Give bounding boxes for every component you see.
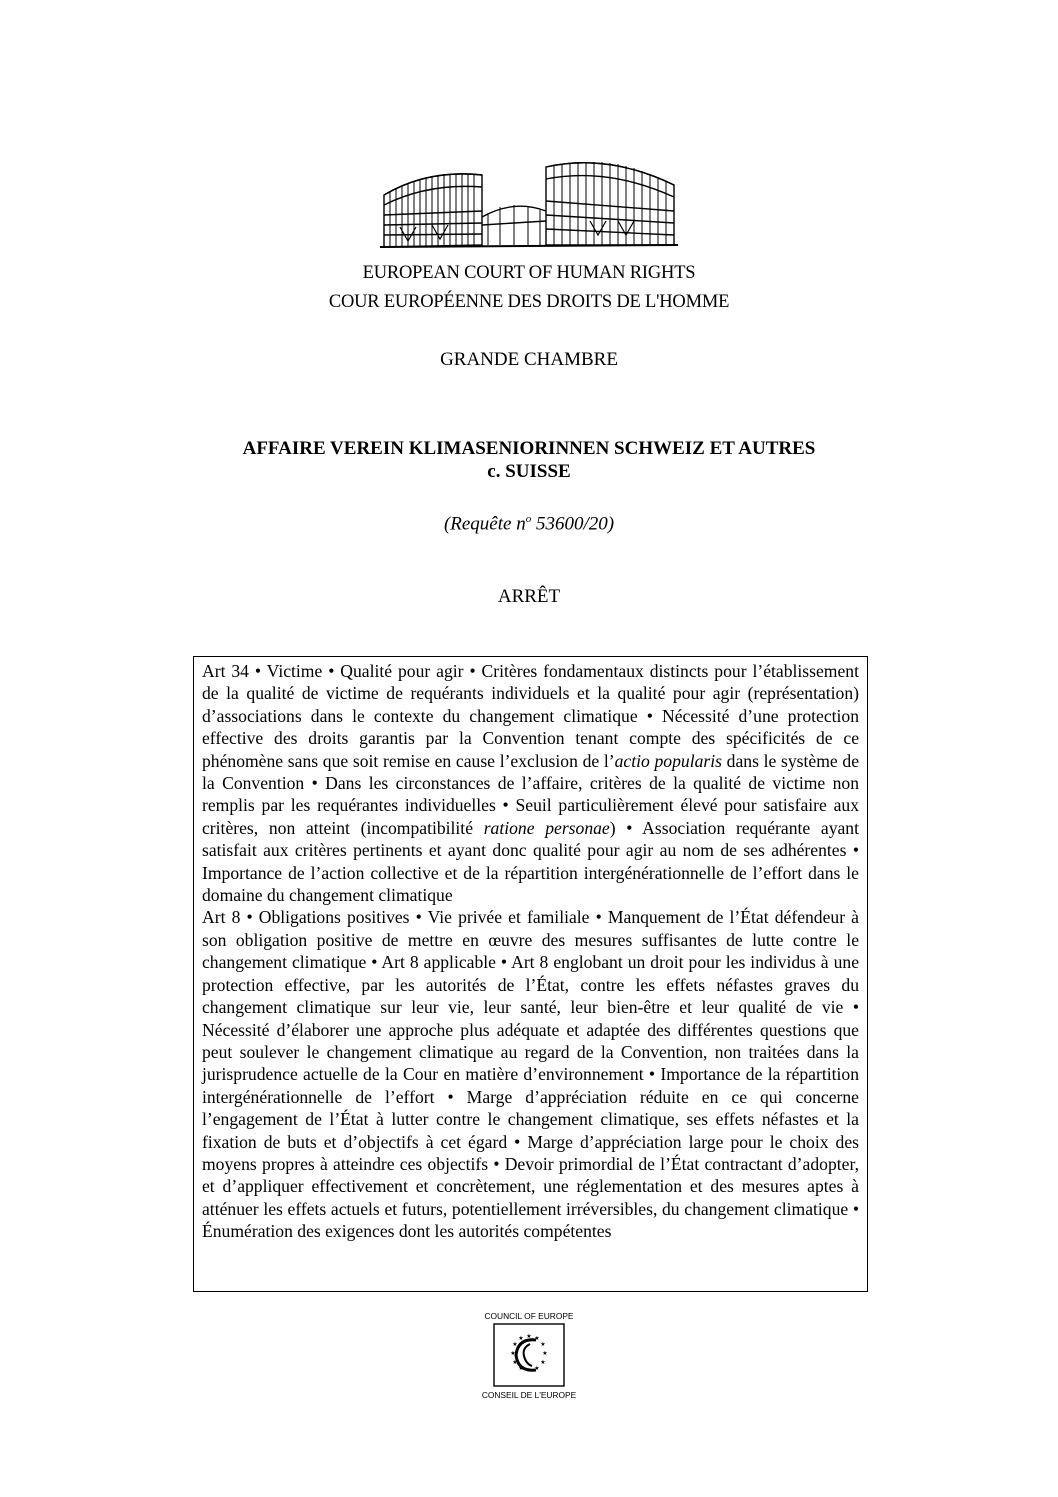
svg-text:★: ★	[526, 1367, 532, 1374]
svg-text:★: ★	[526, 1333, 532, 1340]
case-title	[0, 437, 1058, 483]
keywords-article-8: Art 8 • Obligations positives • Vie privée et familiale • Manquement de l’État défendeur à son obligation positive de mettre en œuvre des mesures suffisantes de lutte contre le changement climatique • Art 8 applicable • Art 8 englobant un droit pour les individus à une protection effective, par les autorités de l’État, contre les effets néfastes graves du changement climatique sur leur vie, leur santé, leur bien-être et leur qualité de vie • Nécessité d’élaborer une approche plus adéquate et adaptée des différentes questions que peut soulever le changement climatique au regard de la Convention, non traitées dans la jurisprudence actuelle de la Cour en matière d’environnement • Importance de la répartition intergénérationnelle de l’effort • Marge d’appréciation réduite en ce qui concerne l’engagement de l’État à lutter contre le changement climatique, ses effets néfastes et la fixation de buts et d’objectifs à cet égard • Marge d’appréciation large pour le choix des moyens propres à atteindre ces objectifs • Devoir primordial de l’État contractant d’adopter, et d’appliquer effectivement et concrètement, une réglementation et des mesures aptes à atténuer les effets actuels et futurs, potentiellement irréversibles, du changement climatique • Énumération des exigences dont les autorités compétentes	[202, 907, 859, 1242]
svg-text:★: ★	[534, 1365, 540, 1372]
judgment-label: ARRÊT	[497, 586, 561, 607]
application-number	[0, 513, 1058, 535]
svg-text:★: ★	[512, 1341, 518, 1348]
kw34-italic-1: actio popularis	[614, 750, 722, 771]
court-building-logo	[378, 155, 680, 255]
kw34-text-1: Art 34 • Victime • Qualité pour agir • Critères fondamentaux distincts pour l’établissement de la qualité de victime de requérants individuels et la qualité pour agir (représentation) d’associations dans le contexte du changement climatique • Nécessité d’une protection effective des droits garantis par la Convention tenant compte des spécificités de ce phénomène sans que soit remise en cause l’exclusion de l’	[202, 661, 859, 771]
case-title-line-1: AFFAIRE VEREIN KLIMASENIORINNEN SCHWEIZ ET AUTRES	[242, 438, 816, 459]
coe-logo-bottom-text: CONSEIL DE L'EUROPE	[481, 1390, 577, 1400]
coe-logo-top-text: COUNCIL OF EUROPE	[484, 1311, 574, 1321]
svg-text:★: ★	[540, 1359, 546, 1366]
court-name-english: EUROPEAN COURT OF HUMAN RIGHTS	[362, 263, 696, 283]
svg-text:★: ★	[542, 1350, 548, 1357]
svg-text:★: ★	[534, 1335, 540, 1342]
application-superscript: o	[525, 513, 532, 525]
keywords-article-34	[202, 660, 859, 906]
svg-text:★: ★	[510, 1350, 516, 1357]
kw34-italic-2: ratione personae	[483, 817, 610, 838]
application-number-value: 53600/20)	[531, 513, 615, 535]
keywords-box	[193, 656, 868, 1292]
court-name-french: COUR EUROPÉENNE DES DROITS DE L'HOMME	[328, 292, 730, 312]
svg-text:★: ★	[512, 1359, 518, 1366]
kw34-text-2: dans le système de la Convention • Dans les circonstances de l’affaire, critères de la qualité de victime non remplis par les requérantes individuelles • Seuil particulièrement élevé pour satisfaire aux critères, non atteint (incompatibilité	[202, 750, 860, 838]
svg-text:★: ★	[518, 1335, 524, 1342]
council-of-europe-logo	[474, 1310, 584, 1405]
chamber-label: GRANDE CHAMBRE	[440, 349, 618, 370]
svg-text:★: ★	[518, 1365, 524, 1372]
kw34-text-3: ) • Association requérante ayant satisfait aux critères pertinents et ayant donc qualité pour agir au nom de ses adhérentes • Importance de l’action collective et de la répartition intergénérationnelle de l’effort dans le domaine du changement climatique	[202, 817, 859, 906]
svg-text:★: ★	[540, 1341, 546, 1348]
application-prefix: (Requête n	[443, 513, 526, 535]
case-title-line-2: c. SUISSE	[487, 461, 571, 482]
